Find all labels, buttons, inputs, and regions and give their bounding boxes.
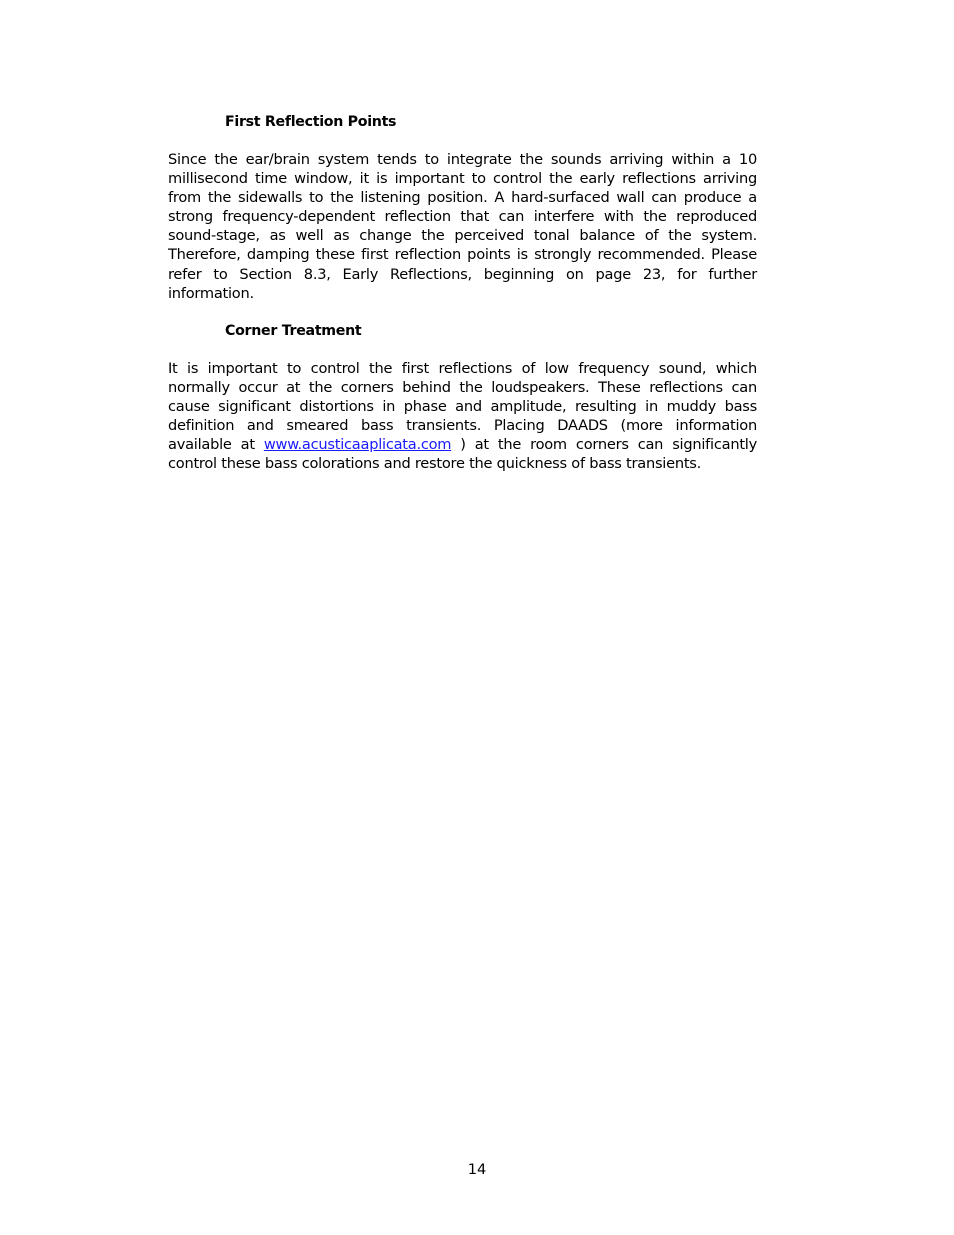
corner-treatment-text-after-link: ) at the room corners can significantly control these bass colorations and restore the quickness of bass transients.: [168, 436, 757, 473]
corner-treatment-text-before-link: It is important to control the first reflections of low frequency sound, which normally occur at the corners behind the loudspeakers. These reflections can cause significant distortions in phase and amplitude, resulting in muddy bass definition and smeared bass transients. Placing DAADS (more information available at: [168, 359, 757, 454]
acustica-aplicata-link[interactable]: www.acusticaaplicata.com: [263, 436, 452, 454]
heading-first-reflection-points: First Reflection Points: [225, 114, 397, 130]
heading-corner-treatment: Corner Treatment: [225, 322, 362, 339]
paragraph-corner-treatment: [168, 359, 757, 474]
page-number: 14: [467, 1161, 487, 1178]
paragraph-first-reflection-points: Since the ear/brain system tends to integrate the sounds arriving within a 10 millisecond time window, it is important to control the early reflections arriving from the sidewalls to the listening position. A hard-surfaced wall can produce a strong frequency-dependent reflection that can interfere with the reproduced sound-stage, as well as change the perceived tonal balance of the system. Therefore, damping these first reflection points is strongly recommended. Please refer to Section 8.3, Early Reflections, beginning on page 23, for further information.: [168, 151, 757, 302]
page-content: [168, 112, 757, 491]
